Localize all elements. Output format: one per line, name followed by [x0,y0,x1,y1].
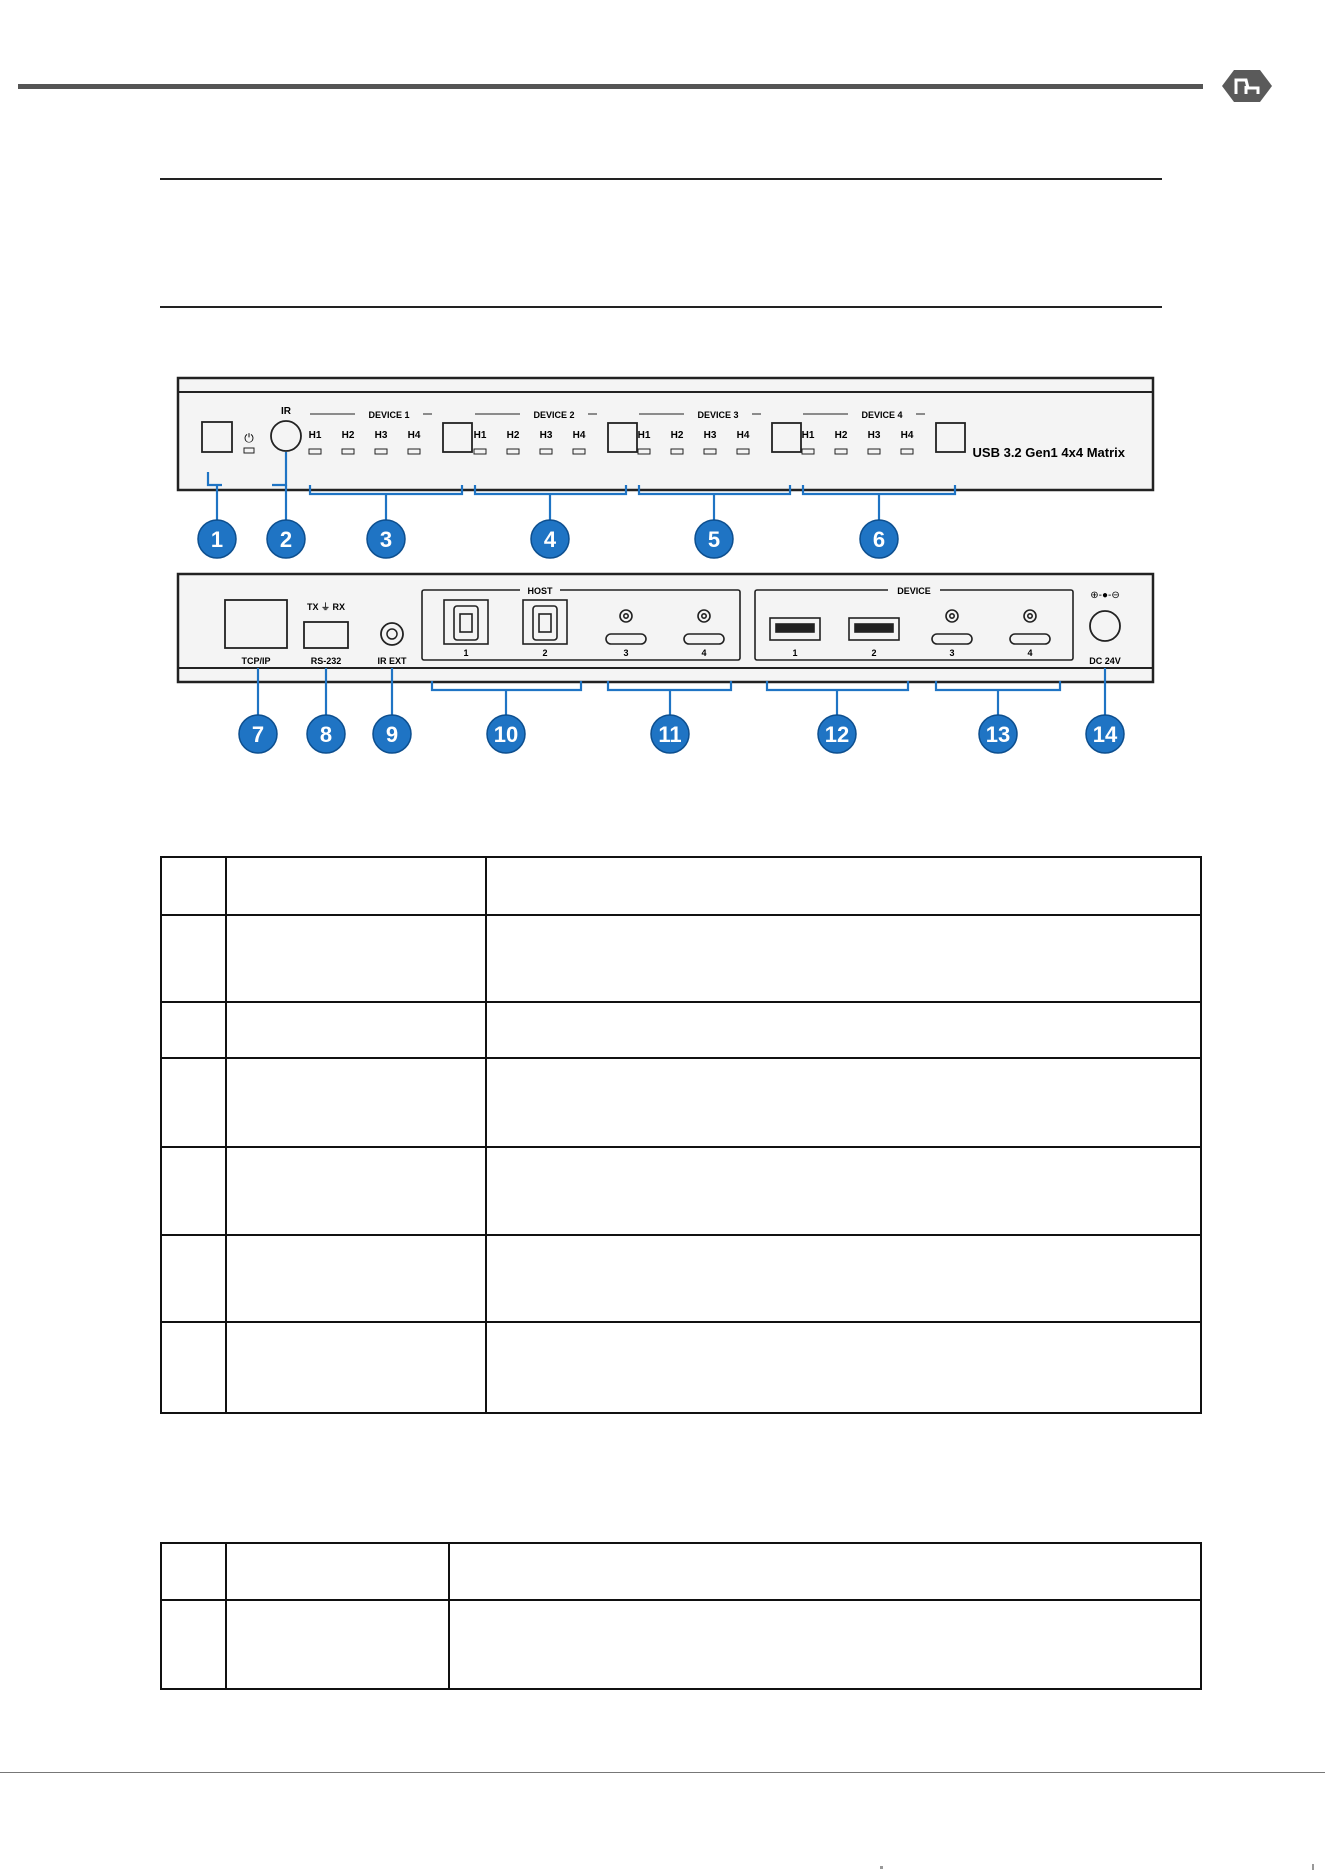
callout-badge [198,520,236,558]
callout-badge [1086,715,1124,753]
device-port-1-label: 1 [792,648,798,658]
callout-number: 5 [707,527,721,552]
host-indicator-label: H4 [736,430,750,441]
host-port-2-label: 2 [542,648,548,658]
txrx-label: TX ⏚ RX [306,602,346,612]
rs232-label: RS-232 [310,656,342,666]
callout-number: 4 [543,527,557,552]
host-port-4-label: 4 [701,648,707,658]
device-port-4-label: 4 [1027,648,1033,658]
callout-badge [267,520,305,558]
model-label: USB 3.2 Gen1 4x4 Matrix [972,445,1125,460]
header-rule [18,84,1203,89]
callout-number: 12 [824,722,850,747]
callout-number: 2 [279,527,293,552]
callout-number: 11 [658,722,682,747]
device-label: DEVICE 1 [368,410,410,420]
callout-badge [487,715,525,753]
host-indicator-label: H2 [834,430,848,441]
callout-badge [531,520,569,558]
device-illustration [170,372,1160,762]
dc-label: DC 24V [1089,656,1121,666]
host-indicator-label: H3 [703,430,717,441]
callout-number: 1 [210,527,224,552]
callout-number: 13 [985,722,1011,747]
host-indicator-label: H2 [341,430,355,441]
callout-badge [367,520,405,558]
rear-panel-table [160,1542,1202,1690]
host-indicator-label: H1 [801,430,815,441]
host-indicator-label: H1 [308,430,322,441]
dc-polarity-icon: ⊕-●-⊖ [1090,590,1120,601]
table-row [161,1002,1201,1058]
callout-badge [373,715,411,753]
host-indicator-label: H2 [506,430,520,441]
callout-number: 6 [872,527,886,552]
callout-badge [695,520,733,558]
table-header-row [161,857,1201,915]
callout-badge [860,520,898,558]
callout-badge [818,715,856,753]
table-header-row [161,1543,1201,1600]
callout-number: 14 [1092,722,1118,747]
table-row [161,1235,1201,1322]
device-label: DEVICE 4 [861,410,903,420]
callout-badge [979,715,1017,753]
device-label: DEVICE 3 [697,410,739,420]
callout-number: 3 [379,527,393,552]
power-symbol: ⏻ [244,431,254,445]
callout-badge [651,715,689,753]
footer-rule [0,1772,1325,1773]
callout-number: 8 [319,722,333,747]
footer-mark [1312,1864,1314,1870]
table-row [161,1322,1201,1413]
host-indicator-label: H3 [539,430,553,441]
device-port-3-label: 3 [949,648,955,658]
ir-ext-label: IR EXT [377,656,407,666]
host-label: HOST [527,586,553,596]
callout-number: 7 [251,722,265,747]
host-indicator-label: H3 [374,430,388,441]
brand-logo-icon [1222,68,1272,104]
table-row [161,1147,1201,1235]
callout-number: 10 [493,722,519,747]
section-rule-top [160,178,1162,180]
table-row [161,915,1201,1002]
front-panel-table [160,856,1202,1414]
host-indicator-label: H4 [572,430,586,441]
section-rule-bottom [160,306,1162,308]
host-indicator-label: H1 [473,430,487,441]
host-port-3-label: 3 [623,648,629,658]
host-indicator-label: H4 [900,430,914,441]
rear-panel [178,574,1153,682]
callout-badge [307,715,345,753]
device-port-2-label: 2 [871,648,877,658]
host-port-1-label: 1 [463,648,469,658]
front-panel [178,378,1153,490]
table-row [161,1058,1201,1147]
tcpip-label: TCP/IP [241,656,271,666]
callout-badge [239,715,277,753]
host-indicator-label: H1 [637,430,651,441]
table-row [161,1600,1201,1689]
device-label: DEVICE [897,586,931,596]
callout-number: 9 [385,722,399,747]
host-indicator-label: H4 [407,430,421,441]
host-indicator-label: H2 [670,430,684,441]
ir-label: IR [281,406,291,417]
host-indicator-label: H3 [867,430,881,441]
device-label: DEVICE 2 [533,410,575,420]
footer-mark [880,1866,883,1869]
